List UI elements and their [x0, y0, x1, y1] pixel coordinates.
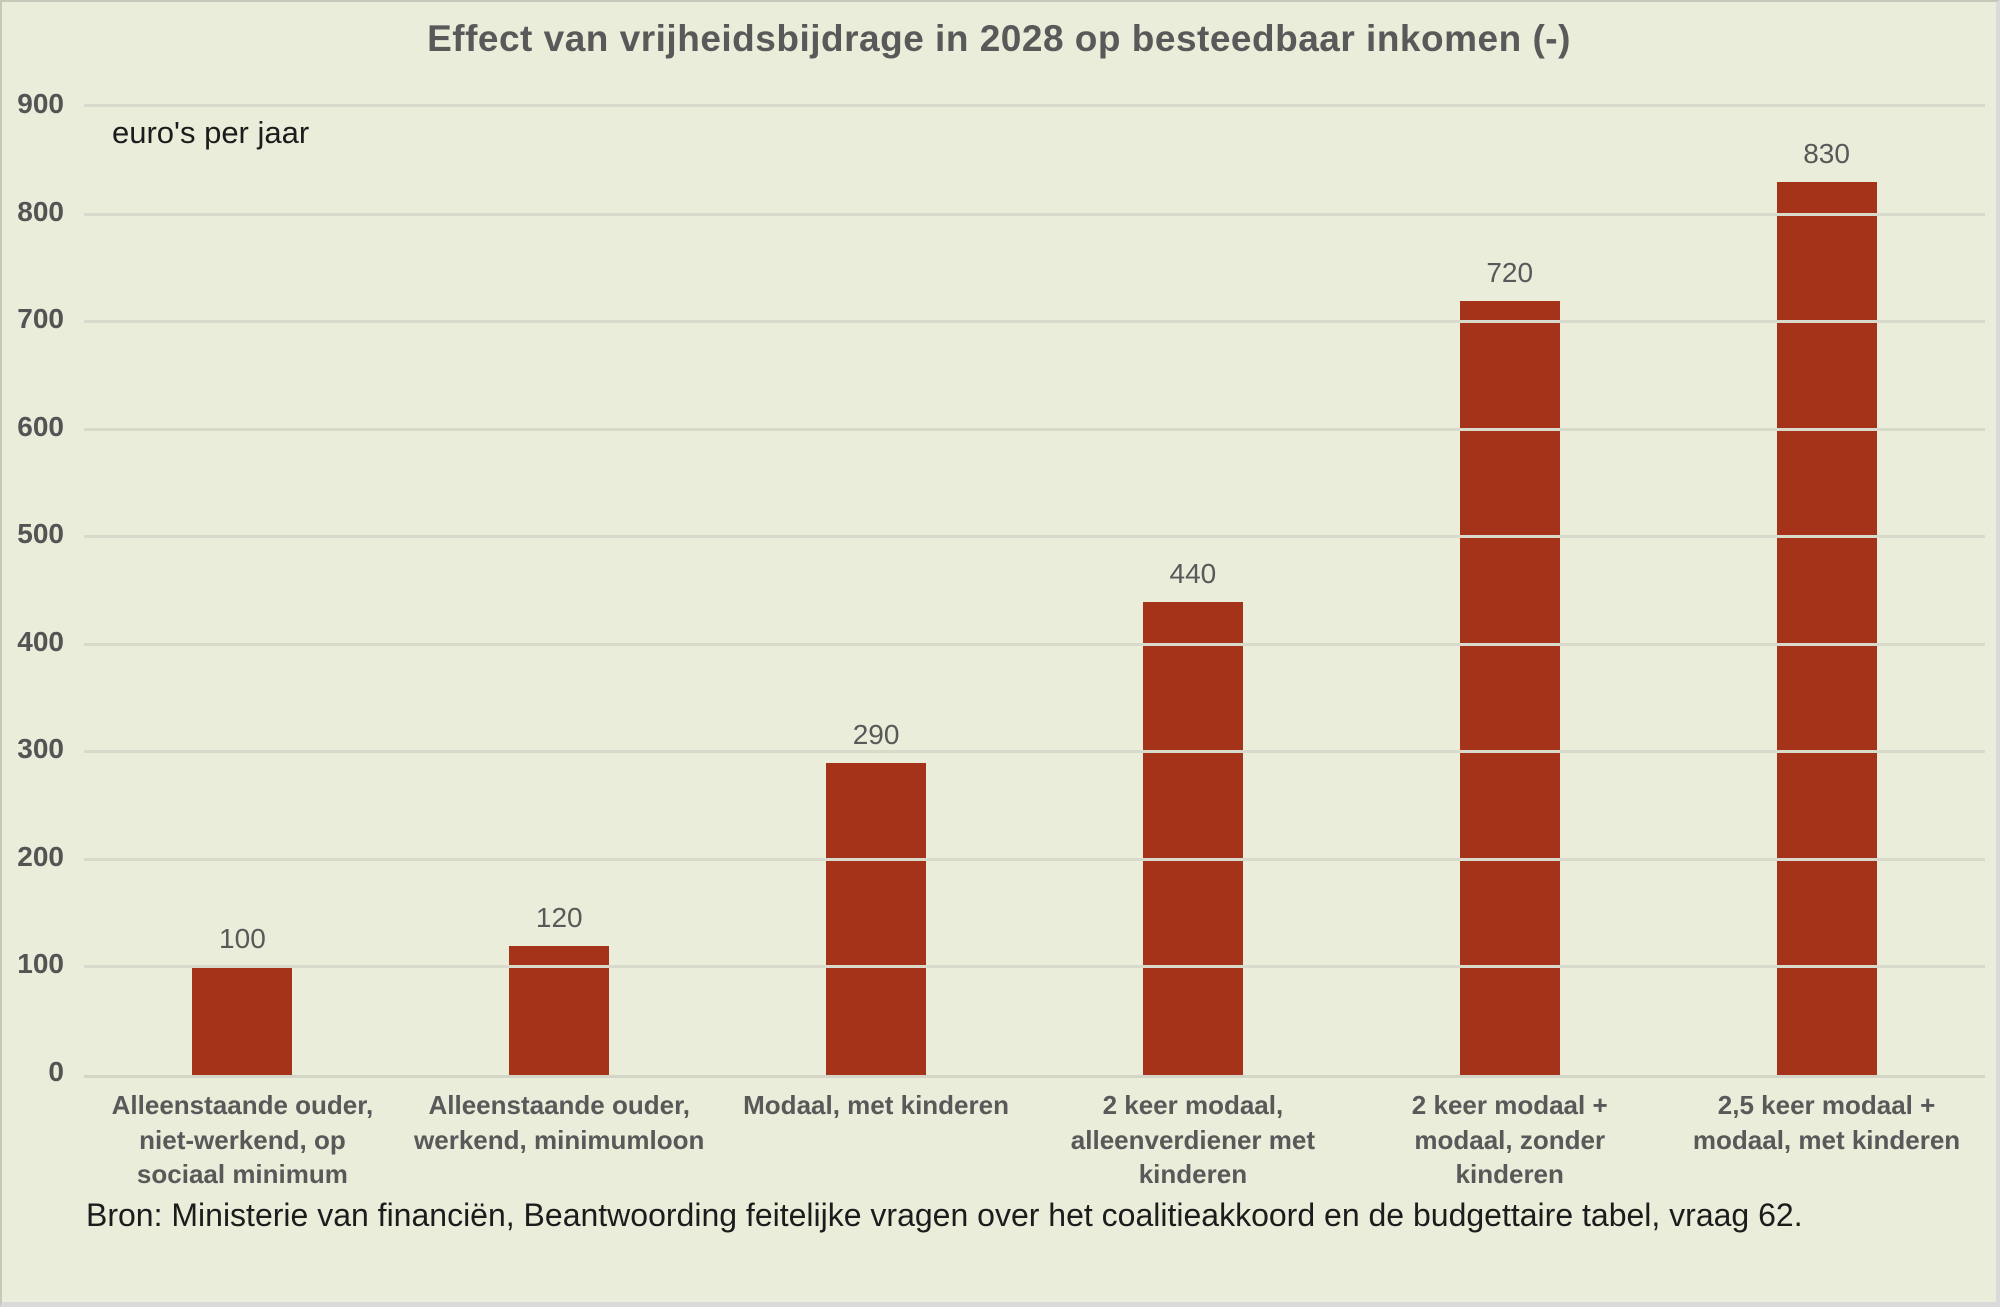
gridline-400 [84, 643, 1985, 646]
bar-value-label-6: 830 [1803, 138, 1850, 170]
bar-value-label-2: 120 [535, 901, 583, 933]
bar-slot-5 [1351, 107, 1668, 1075]
bar-1 [192, 967, 292, 1075]
category-label-3: Modaal, met kinderen [743, 1090, 1009, 1120]
bar-6 [1777, 182, 1877, 1075]
bar-5 [1460, 301, 1560, 1075]
y-tick-label-600: 600 [17, 410, 64, 442]
bar-value-label-1: 100 [219, 923, 266, 955]
gridline-100 [84, 965, 1985, 968]
y-axis-unit-label: euro's per jaar [112, 115, 310, 150]
gridline-700 [84, 320, 1985, 323]
bar-slot-2 [401, 107, 718, 1075]
bar-slot-1 [84, 107, 401, 1075]
gridline-800 [84, 213, 1985, 216]
y-axis-tick-labels [2, 88, 64, 1087]
y-tick-label-900: 900 [17, 88, 64, 119]
bar-value-label-3: 290 [852, 719, 900, 751]
x-axis-category-labels [84, 1088, 1985, 1192]
category-label-1: Alleenstaande ouder, niet-werkend, op sociaal minimum [111, 1090, 374, 1190]
bar-4 [1143, 602, 1243, 1075]
category-label-2: Alleenstaande ouder, werkend, minimumloon [414, 1090, 705, 1155]
category-label-6: 2,5 keer modaal + modaal, met kinderen [1692, 1090, 1961, 1155]
category-label-5: 2 keer modaal + modaal, zonder kinderen [1411, 1090, 1608, 1190]
gridline-500 [84, 535, 1985, 538]
bar-slot-6 [1668, 107, 1985, 1075]
bar-value-label-5: 720 [1486, 256, 1534, 288]
bar-series [84, 107, 1985, 1075]
plot-area [84, 104, 1985, 1078]
y-tick-label-500: 500 [17, 518, 64, 550]
gridline-600 [84, 428, 1985, 431]
category-label-4: 2 keer modaal, alleenverdiener met kinderen [1070, 1090, 1316, 1190]
y-tick-label-300: 300 [17, 733, 64, 765]
y-tick-label-0: 0 [48, 1056, 64, 1087]
y-tick-label-100: 100 [17, 948, 64, 980]
bar-slot-3 [718, 107, 1035, 1075]
y-tick-label-200: 200 [17, 840, 64, 872]
bar-value-label-4: 440 [1169, 557, 1217, 589]
gridline-300 [84, 750, 1985, 753]
y-tick-label-700: 700 [17, 303, 64, 335]
y-tick-label-400: 400 [17, 625, 64, 657]
gridline-200 [84, 858, 1985, 861]
y-tick-label-800: 800 [17, 195, 64, 227]
source-note: Bron: Ministerie van financiën, Beantwoording feitelijke vragen over het coalitieakkoord en de budgettaire tabel, vraag 62. [86, 1197, 1803, 1233]
chart-title: Effect van vrijheidsbijdrage in 2028 op besteedbaar inkomen (-) [427, 18, 1571, 59]
bar-slot-4 [1034, 107, 1351, 1075]
bar-3 [826, 763, 926, 1075]
